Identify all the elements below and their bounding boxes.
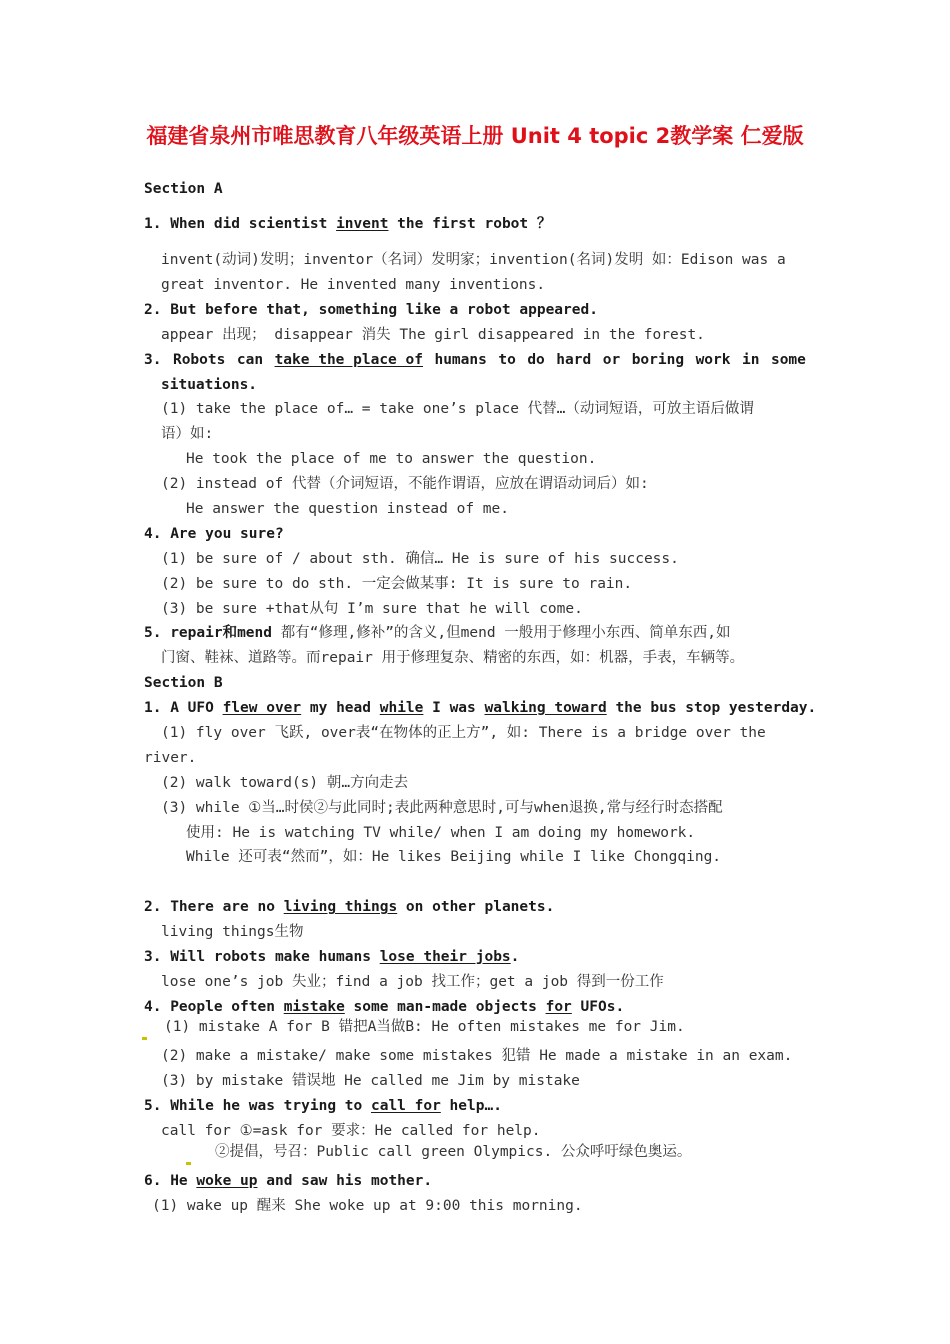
underlined-phrase: lose their jobs [379,949,511,965]
question-a2: 2. But before that, something like a robot appeared. [144,302,598,318]
note-line: (2) walk toward(s) 朝…方向走去 [161,775,409,791]
note-line: (1) take the place of… = take one’s place 代替…（动词短语，可放主语后做谓 [161,401,754,417]
note-line: (3) by mistake 错误地 He called me Jim by mistake [161,1073,580,1089]
question-b2 [144,898,554,916]
note-line: (3) while ①当…时侯②与此同时;表此两种意思时,可与when退换,常与经行时态搭配 [161,800,723,816]
note-line: appear 出现； disappear 消失 The girl disappeared in the forest. [161,327,705,343]
underlined-phrase: woke up [196,1173,258,1189]
question-text: and saw his mother. [257,1173,433,1189]
question-a1 [144,215,551,233]
example-line: 使用: He is watching TV while/ when I am doing my homework. [186,825,696,841]
word: do [527,352,545,368]
note-line: (1) mistake A for B 错把A当做B: He often mistakes me for Jim. [164,1019,685,1035]
edit-mark [142,1037,147,1040]
word: to [498,352,516,368]
question-a4: 4. Are you sure? [144,526,284,542]
note-line: (1) wake up 醒来 She woke up at 9:00 this morning. [152,1198,583,1214]
question-text: the first robot ？ [388,216,552,232]
word: work [695,352,731,368]
highlight-mark [142,1027,147,1045]
underlined-phrase: for [545,999,572,1015]
question-text: . [510,949,520,965]
question-text: 3. Will robots make humans [144,949,380,965]
question-text: 1. When did scientist [144,216,337,232]
note-line: river. [144,750,197,766]
word: Robots [172,352,226,368]
example-line: He answer the question instead of me. [186,501,510,517]
note-line: (2) instead of 代替（介词短语，不能作谓语，应放在谓语动词后）如: [161,476,649,492]
question-b5 [144,1097,502,1115]
question-text: 5. While he was trying to [144,1098,371,1114]
note-line: call for ①=ask for 要求：He called for help. [161,1123,541,1139]
question-text: 2. There are no [144,899,284,915]
question-b6 [144,1172,432,1190]
document-title: 福建省泉州市唯思教育八年级英语上册 Unit 4 topic 2教学案 仁爱版 [146,124,804,148]
word: some [770,352,806,368]
note-line: (1) fly over 飞跃, over表“在物体的正上方”, 如: There is a bridge over the [161,725,766,741]
question-text: 5. repair和mend [144,625,272,641]
underlined-phrase: take the place of [274,352,423,368]
underlined-phrase: walking toward [484,700,607,716]
word: hard [556,352,592,368]
note-line: great inventor. He invented many inventions. [161,277,546,293]
question-text: on other planets. [397,899,555,915]
note-line: 语）如: [161,426,214,442]
underlined-phrase: mistake [283,999,345,1015]
edit-mark [186,1162,191,1165]
question-a3-cont: situations. [161,377,258,393]
example-line: He took the place of me to answer the question. [186,451,597,467]
underlined-phrase: living things [283,899,398,915]
note-text: 都有“修理,修补”的含义,但mend 一般用于修理小东西、简单东西,如 [272,625,731,641]
note-line: (2) make a mistake/ make some mistakes 犯错 He made a mistake in an exam. [161,1048,793,1064]
word: or [602,352,621,368]
note-line: (1) be sure of / about sth. 确信… He is sure of his success. [161,551,679,567]
question-text: UFOs. [571,999,625,1015]
question-text: I was [423,700,485,716]
underlined-phrase: flew over [222,700,302,716]
note-line: ②提倡，号召：Public call green Olympics. 公众呼吁绿色奥运。 [215,1144,692,1160]
note-line: (2) be sure to do sth. 一定会做某事: It is sure to rain. [161,576,633,592]
question-a3 [144,351,806,369]
question-text: my head [301,700,380,716]
underlined-phrase: invent [336,216,389,232]
question-text: help…. [440,1098,502,1114]
underlined-phrase: call for [370,1098,441,1114]
note-line: (3) be sure +that从句 I’m sure that he will come. [161,601,583,617]
underlined-phrase: while [379,700,424,716]
word: humans [434,352,487,368]
section-a-heading: Section A [144,181,223,197]
note-line: living things生物 [161,924,304,940]
example-line: While 还可表“然而”，如：He likes Beijing while I like Chongqing. [186,849,722,865]
note-line: lose one’s job 失业；find a job 找工作；get a job 得到一份工作 [161,974,664,990]
question-b3 [144,948,519,966]
question-b4 [144,998,624,1016]
question-text: 6. He [144,1173,197,1189]
note-line: invent(动词)发明；inventor（名词）发明家；invention(名词)发明 如：Edison was a [161,252,786,268]
note-line: 门窗、鞋袜、道路等。而repair 用于修理复杂、精密的东西，如：机器，手表，车辆等。 [161,650,745,666]
question-a5 [144,624,731,642]
word: in [742,352,760,368]
question-text: some man-made objects [344,999,546,1015]
highlight-mark [186,1152,191,1170]
question-text: 4. People often [144,999,284,1015]
word: 3. [144,352,162,368]
word: can [236,352,264,368]
question-text: the bus stop yesterday. [606,700,817,716]
question-text: 1. A UFO [144,700,223,716]
question-b1 [144,699,816,717]
section-b-heading: Section B [144,675,223,691]
word: boring [631,352,685,368]
